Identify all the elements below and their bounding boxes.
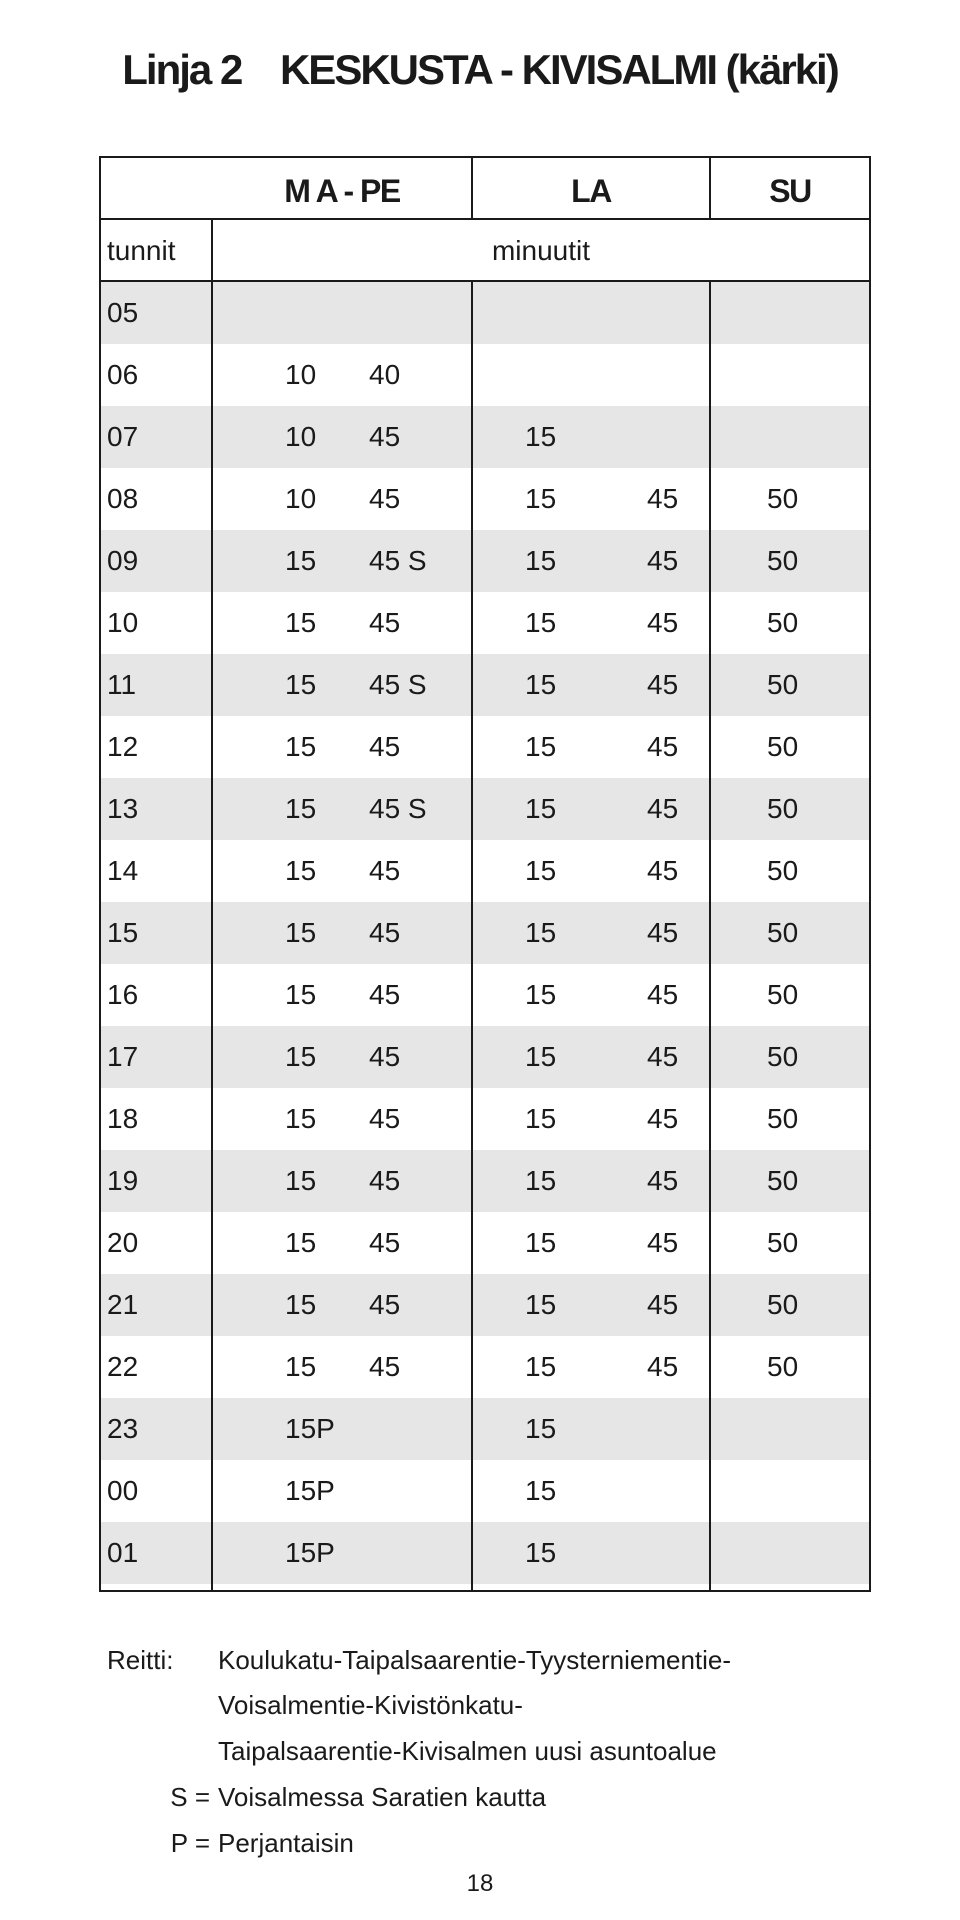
weekday-minute-cell: 15 — [285, 545, 317, 576]
weekday-minute-cell: 15 — [285, 669, 317, 700]
table-row — [101, 716, 869, 778]
table-row — [101, 1212, 869, 1274]
note-key-s: S = — [170, 1782, 210, 1812]
saturday-minute-cell: 45 — [647, 1041, 679, 1072]
hour-cell: 20 — [107, 1227, 139, 1258]
timetable — [99, 156, 871, 1592]
sunday-minute-cell: 50 — [767, 731, 799, 762]
weekday-minute-cell: 45 S — [369, 793, 427, 824]
table-row — [101, 406, 869, 468]
weekday-minute-cell: 45 — [369, 483, 401, 514]
saturday-minute-cell: 15 — [525, 731, 557, 762]
table-row — [101, 530, 869, 592]
saturday-minute-cell: 45 — [647, 793, 679, 824]
saturday-minute-cell: 15 — [525, 1413, 557, 1444]
hour-cell: 05 — [107, 297, 139, 328]
weekday-minute-cell: 15 — [285, 1041, 317, 1072]
saturday-minute-cell: 15 — [525, 1165, 557, 1196]
weekday-minute-cell: 10 — [285, 359, 317, 390]
table-row — [101, 282, 869, 344]
weekday-minute-cell: 15 — [285, 731, 317, 762]
hour-cell: 09 — [107, 545, 139, 576]
saturday-minute-cell: 45 — [647, 855, 679, 886]
saturday-minute-cell: 45 — [647, 1351, 679, 1382]
sunday-minute-cell: 50 — [767, 793, 799, 824]
saturday-minute-cell: 15 — [525, 979, 557, 1010]
saturday-minute-cell: 15 — [525, 1103, 557, 1134]
hour-cell: 21 — [107, 1289, 139, 1320]
subheader-divider — [101, 280, 869, 282]
sunday-minute-cell: 50 — [767, 917, 799, 948]
weekday-minute-cell: 15 — [285, 1103, 317, 1134]
weekday-minute-cell: 15 — [285, 1289, 317, 1320]
saturday-minute-cell: 15 — [525, 1227, 557, 1258]
sunday-minute-cell: 50 — [767, 1041, 799, 1072]
saturday-minute-cell: 15 — [525, 1289, 557, 1320]
weekday-minute-cell: 45 — [369, 1351, 401, 1382]
weekday-minute-cell: 15P — [285, 1413, 335, 1444]
hours-label: tunnit — [107, 235, 176, 266]
saturday-minute-cell: 45 — [647, 979, 679, 1010]
hour-cell: 19 — [107, 1165, 139, 1196]
weekday-minute-cell: 10 — [285, 421, 317, 452]
weekday-minute-cell: 40 — [369, 359, 401, 390]
header-weekdays: M A - PE — [284, 173, 400, 209]
minutes-label: minuutit — [491, 235, 591, 266]
saturday-minute-cell: 15 — [525, 607, 557, 638]
weekday-minute-cell: 15 — [285, 1165, 317, 1196]
weekday-minute-cell: 45 — [369, 917, 401, 948]
saturday-minute-cell: 15 — [525, 1041, 557, 1072]
sunday-minute-cell: 50 — [767, 607, 799, 638]
hour-cell: 13 — [107, 793, 139, 824]
saturday-minute-cell: 15 — [525, 917, 557, 948]
hour-cell: 22 — [107, 1351, 139, 1382]
route-line: Koulukatu-Taipalsaarentie-Tyysterniementie- — [218, 1645, 732, 1675]
weekday-saturday-header-divider — [471, 158, 473, 220]
table-row — [101, 964, 869, 1026]
saturday-minute-cell: 15 — [525, 1475, 557, 1506]
weekday-minute-cell: 10 — [285, 483, 317, 514]
hour-cell: 11 — [107, 669, 137, 700]
weekday-minute-cell: 15 — [285, 917, 317, 948]
route-line: Voisalmentie-Kivistönkatu- — [218, 1690, 523, 1720]
page-title: Linja 2 KESKUSTA - KIVISALMI (kärki) — [122, 46, 838, 93]
hour-cell: 01 — [107, 1537, 139, 1568]
weekday-minute-cell: 15 — [285, 793, 317, 824]
saturday-minute-cell: 15 — [525, 483, 557, 514]
saturday-minute-cell: 15 — [525, 545, 557, 576]
saturday-minute-cell: 45 — [647, 1165, 679, 1196]
hour-cell: 17 — [107, 1041, 139, 1072]
weekday-minute-cell: 15P — [285, 1475, 335, 1506]
table-row — [101, 344, 869, 406]
note-text-s: Voisalmessa Saratien kautta — [218, 1782, 547, 1812]
saturday-minute-cell: 45 — [647, 731, 679, 762]
table-row — [101, 778, 869, 840]
table-row — [101, 1026, 869, 1088]
hour-cell: 23 — [107, 1413, 139, 1444]
table-row — [101, 1150, 869, 1212]
table-row — [101, 1088, 869, 1150]
saturday-minute-cell: 15 — [525, 1351, 557, 1382]
note-text-p: Perjantaisin — [218, 1828, 354, 1858]
saturday-minute-cell: 15 — [525, 669, 557, 700]
saturday-minute-cell: 45 — [647, 1289, 679, 1320]
hour-cell: 15 — [107, 917, 139, 948]
sunday-minute-cell: 50 — [767, 1103, 799, 1134]
table-row — [101, 1274, 869, 1336]
table-row — [101, 654, 869, 716]
hour-cell: 12 — [107, 731, 139, 762]
weekday-minute-cell: 45 S — [369, 669, 427, 700]
hour-cell: 16 — [107, 979, 139, 1010]
hour-cell: 08 — [107, 483, 139, 514]
saturday-minute-cell: 15 — [525, 1537, 557, 1568]
sunday-minute-cell: 50 — [767, 1351, 799, 1382]
weekday-minute-cell: 15 — [285, 855, 317, 886]
weekday-minute-cell: 45 — [369, 731, 401, 762]
weekday-minute-cell: 45 — [369, 421, 401, 452]
table-row — [101, 468, 869, 530]
weekday-minute-cell: 45 — [369, 1165, 401, 1196]
hour-cell: 06 — [107, 359, 139, 390]
saturday-minute-cell: 45 — [647, 1103, 679, 1134]
weekday-minute-cell: 45 — [369, 1227, 401, 1258]
page-number: 18 — [466, 1870, 494, 1897]
table-row — [101, 840, 869, 902]
sunday-minute-cell: 50 — [767, 483, 799, 514]
weekday-minute-cell: 45 S — [369, 545, 427, 576]
weekday-minute-cell: 45 — [369, 1289, 401, 1320]
saturday-minute-cell: 15 — [525, 421, 557, 452]
sunday-minute-cell: 50 — [767, 545, 799, 576]
table-row — [101, 1522, 869, 1584]
saturday-minute-cell: 15 — [525, 855, 557, 886]
table-row — [101, 902, 869, 964]
hour-cell: 10 — [107, 607, 139, 638]
saturday-sunday-divider — [709, 282, 711, 1592]
saturday-minute-cell: 15 — [525, 793, 557, 824]
table-row — [101, 1460, 869, 1522]
sunday-minute-cell: 50 — [767, 979, 799, 1010]
weekday-minute-cell: 45 — [369, 1103, 401, 1134]
weekday-minute-cell: 15 — [285, 607, 317, 638]
weekday-minute-cell: 15 — [285, 1227, 317, 1258]
table-row — [101, 592, 869, 654]
weekday-minute-cell: 15P — [285, 1537, 335, 1568]
table-row — [101, 1336, 869, 1398]
saturday-minute-cell: 45 — [647, 1227, 679, 1258]
sunday-minute-cell: 50 — [767, 1227, 799, 1258]
note-key-p: P = — [170, 1828, 210, 1858]
weekday-minute-cell: 45 — [369, 979, 401, 1010]
saturday-sunday-header-divider — [709, 158, 711, 220]
saturday-minute-cell: 45 — [647, 607, 679, 638]
sunday-minute-cell: 50 — [767, 1289, 799, 1320]
hour-cell: 14 — [107, 855, 139, 886]
sunday-minute-cell: 50 — [767, 1165, 799, 1196]
hour-cell: 18 — [107, 1103, 139, 1134]
header-sunday: SU — [769, 173, 811, 209]
header-saturday: LA — [571, 173, 611, 209]
table-row — [101, 1398, 869, 1460]
route-line: Taipalsaarentie-Kivisalmen uusi asuntoalue — [218, 1736, 717, 1766]
weekday-minute-cell: 45 — [369, 1041, 401, 1072]
sunday-minute-cell: 50 — [767, 855, 799, 886]
hour-column-divider — [211, 220, 213, 1592]
weekday-minute-cell: 15 — [285, 1351, 317, 1382]
saturday-minute-cell: 45 — [647, 483, 679, 514]
weekday-minute-cell: 15 — [285, 979, 317, 1010]
saturday-minute-cell: 45 — [647, 917, 679, 948]
weekday-saturday-divider — [471, 282, 473, 1592]
hour-cell: 07 — [107, 421, 139, 452]
weekday-minute-cell: 45 — [369, 607, 401, 638]
sunday-minute-cell: 50 — [767, 669, 799, 700]
header-divider — [101, 218, 869, 220]
weekday-minute-cell: 45 — [369, 855, 401, 886]
hour-cell: 00 — [107, 1475, 139, 1506]
saturday-minute-cell: 45 — [647, 669, 679, 700]
route-label: Reitti: — [107, 1645, 174, 1675]
saturday-minute-cell: 45 — [647, 545, 679, 576]
